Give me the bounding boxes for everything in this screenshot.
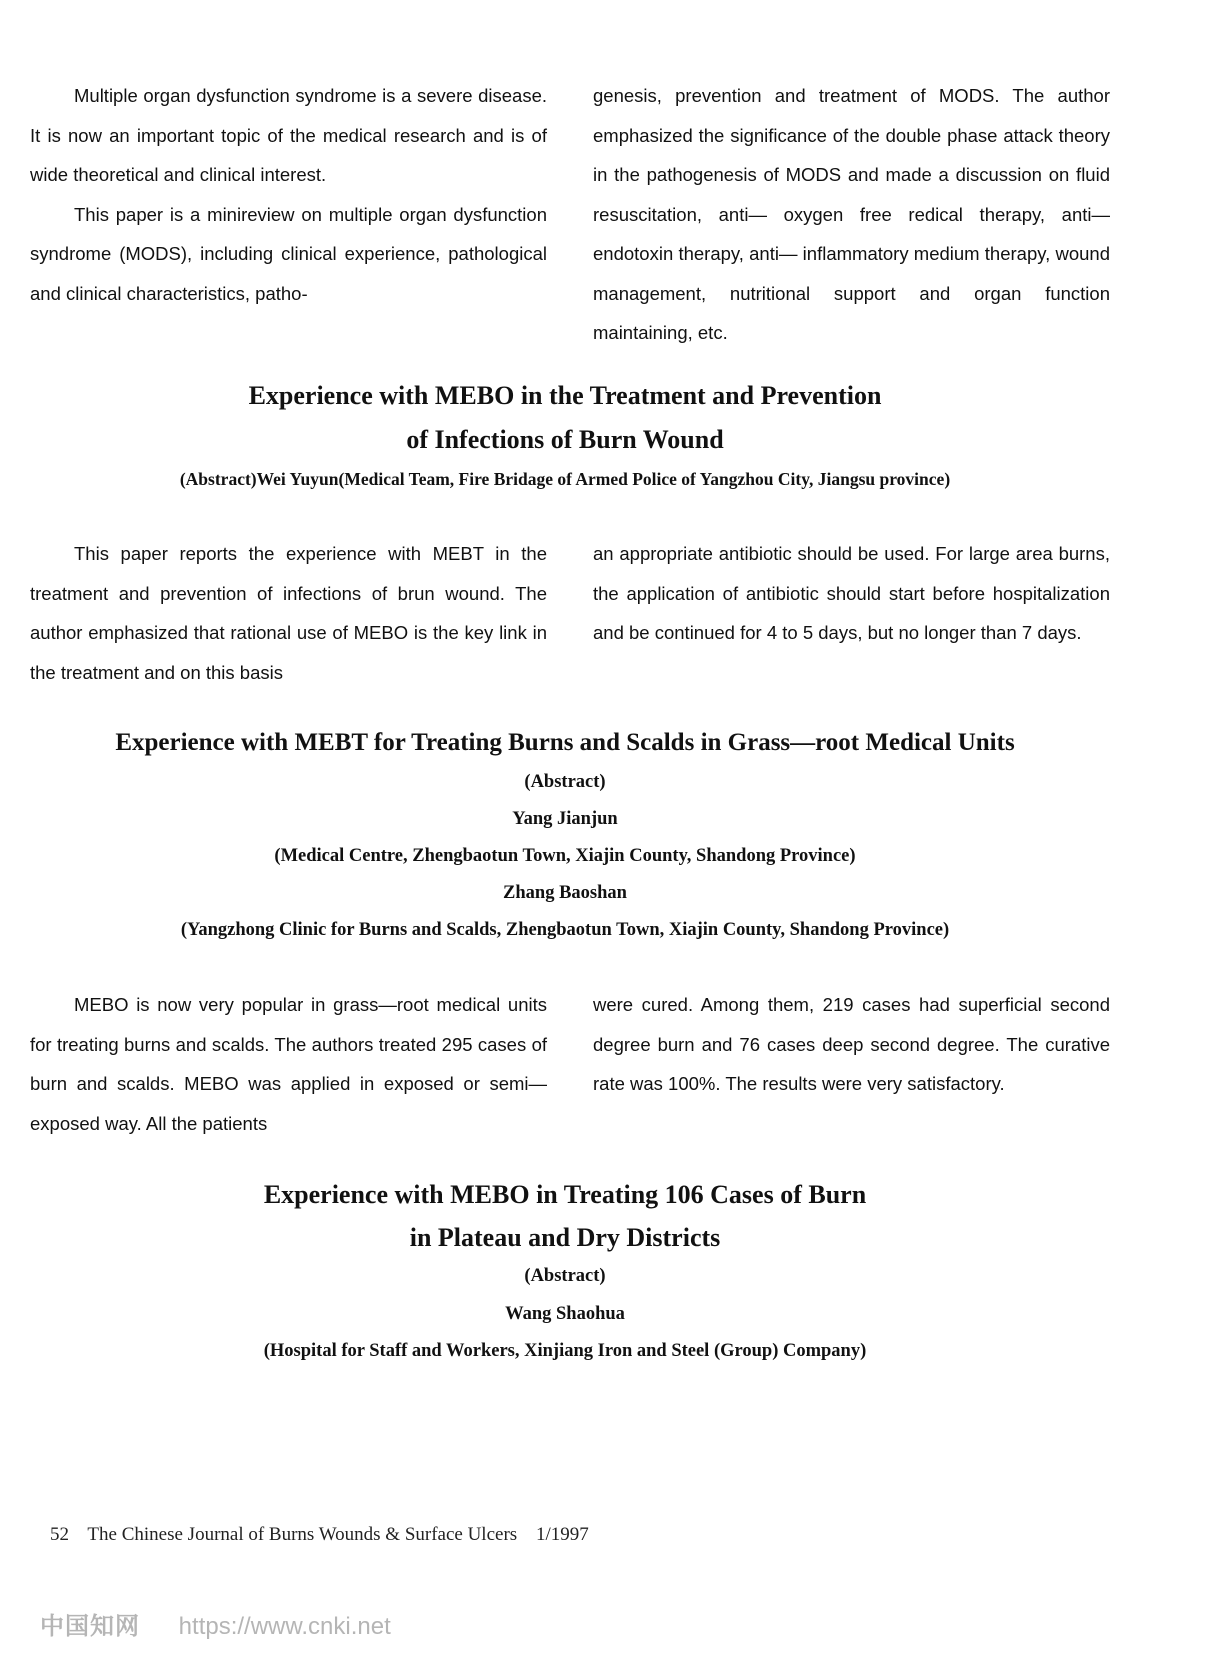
article3-right-paragraph: were cured. Among them, 219 cases had superficial second degree burn and 76 cases deep second degree. The curative rate was 100%. The results were very satisfactory.: [593, 994, 1110, 1094]
article3-left-column: [30, 985, 547, 1143]
article2-byline: (Abstract)Wei Yuyun(Medical Team, Fire Bridage of Armed Police of Yangzhou City, Jiangsu province): [179, 469, 951, 489]
article2-right-paragraph: an appropriate antibiotic should be used. For large area burns, the application of antibiotic should start before hospitalization and be continued for 4 to 5 days, but no longer than 7 days.: [593, 543, 1110, 643]
watermark-site-name: 中国知网: [40, 1613, 140, 1640]
article4-affiliation: (Hospital for Staff and Workers, Xinjiang Iron and Steel (Group) Company): [263, 1341, 867, 1361]
page-number: 52: [50, 1524, 69, 1545]
article2-title-line2: of Infections of Burn Wound: [406, 425, 724, 454]
article3-author2: Zhang Baoshan: [503, 883, 627, 903]
section1-right-column: [593, 76, 1110, 353]
article3-left-paragraph: MEBO is now very popular in grass—root medical units for treating burns and scalds. The authors treated 295 cases of burn and scalds. MEBO was applied in exposed or semi—exposed way. All the patients: [30, 994, 547, 1134]
article2-columns: [30, 534, 1110, 692]
article3-abstract-label: (Abstract): [524, 772, 606, 792]
article2-left-paragraph: This paper reports the experience with MEBT in the treatment and prevention of infections of brun wound. The author emphasized that rational use of MEBO is the key link in the treatment and on this basis: [30, 543, 547, 683]
section1-columns: [30, 76, 1110, 353]
article4-title-line2: in Plateau and Dry Districts: [409, 1223, 721, 1252]
section1-left-paragraph-1: Multiple organ dysfunction syndrome is a severe disease. It is now an important topic of the medical research and is of wide theoretical and clinical interest.: [30, 85, 547, 185]
article2-right-column: [593, 534, 1110, 692]
section1-left-column: [30, 76, 547, 353]
article3-right-column: [593, 985, 1110, 1143]
article3-affiliation1: (Medical Centre, Zhengbaotun Town, Xiajin County, Shandong Province): [274, 846, 856, 866]
page-footer: [50, 1524, 603, 1546]
watermark-url: https://www.cnki.net: [178, 1613, 391, 1640]
article4-abstract-label: (Abstract): [524, 1266, 606, 1286]
article3-columns: [30, 985, 1110, 1143]
issue-number: 1/1997: [535, 1524, 589, 1545]
article3-title: Experience with MEBT for Treating Burns and Scalds in Grass—root Medical Units: [115, 729, 1015, 756]
cnki-watermark: [40, 1606, 391, 1641]
article4-author: Wang Shaohua: [505, 1304, 625, 1324]
article3-affiliation2: (Yangzhong Clinic for Burns and Scalds, Zhengbaotun Town, Xiajin County, Shandong Province): [180, 920, 950, 940]
article2-title-line1: Experience with MEBO in the Treatment and Prevention: [248, 381, 882, 410]
section1-left-paragraph-2: This paper is a minireview on multiple organ dysfunction syndrome (MODS), including clinical experience, pathological and clinical characteristics, patho-: [30, 203, 547, 304]
article3-author1: Yang Jianjun: [512, 809, 618, 829]
article4-title-line1: Experience with MEBO in Treating 106 Cases of Burn: [263, 1180, 867, 1209]
section1-right-paragraph: genesis, prevention and treatment of MODS. The author emphasized the significance of the double phase attack theory in the pathogenesis of MODS and made a discussion on fluid resuscitation, anti— oxygen free redical therapy, anti— endotoxin therapy, anti— inflammatory medium therapy, wound management, nutritional support and organ function maintaining, etc.: [593, 85, 1110, 343]
article2-left-column: [30, 534, 547, 692]
journal-name: The Chinese Journal of Burns Wounds & Surface Ulcers: [87, 1524, 518, 1545]
